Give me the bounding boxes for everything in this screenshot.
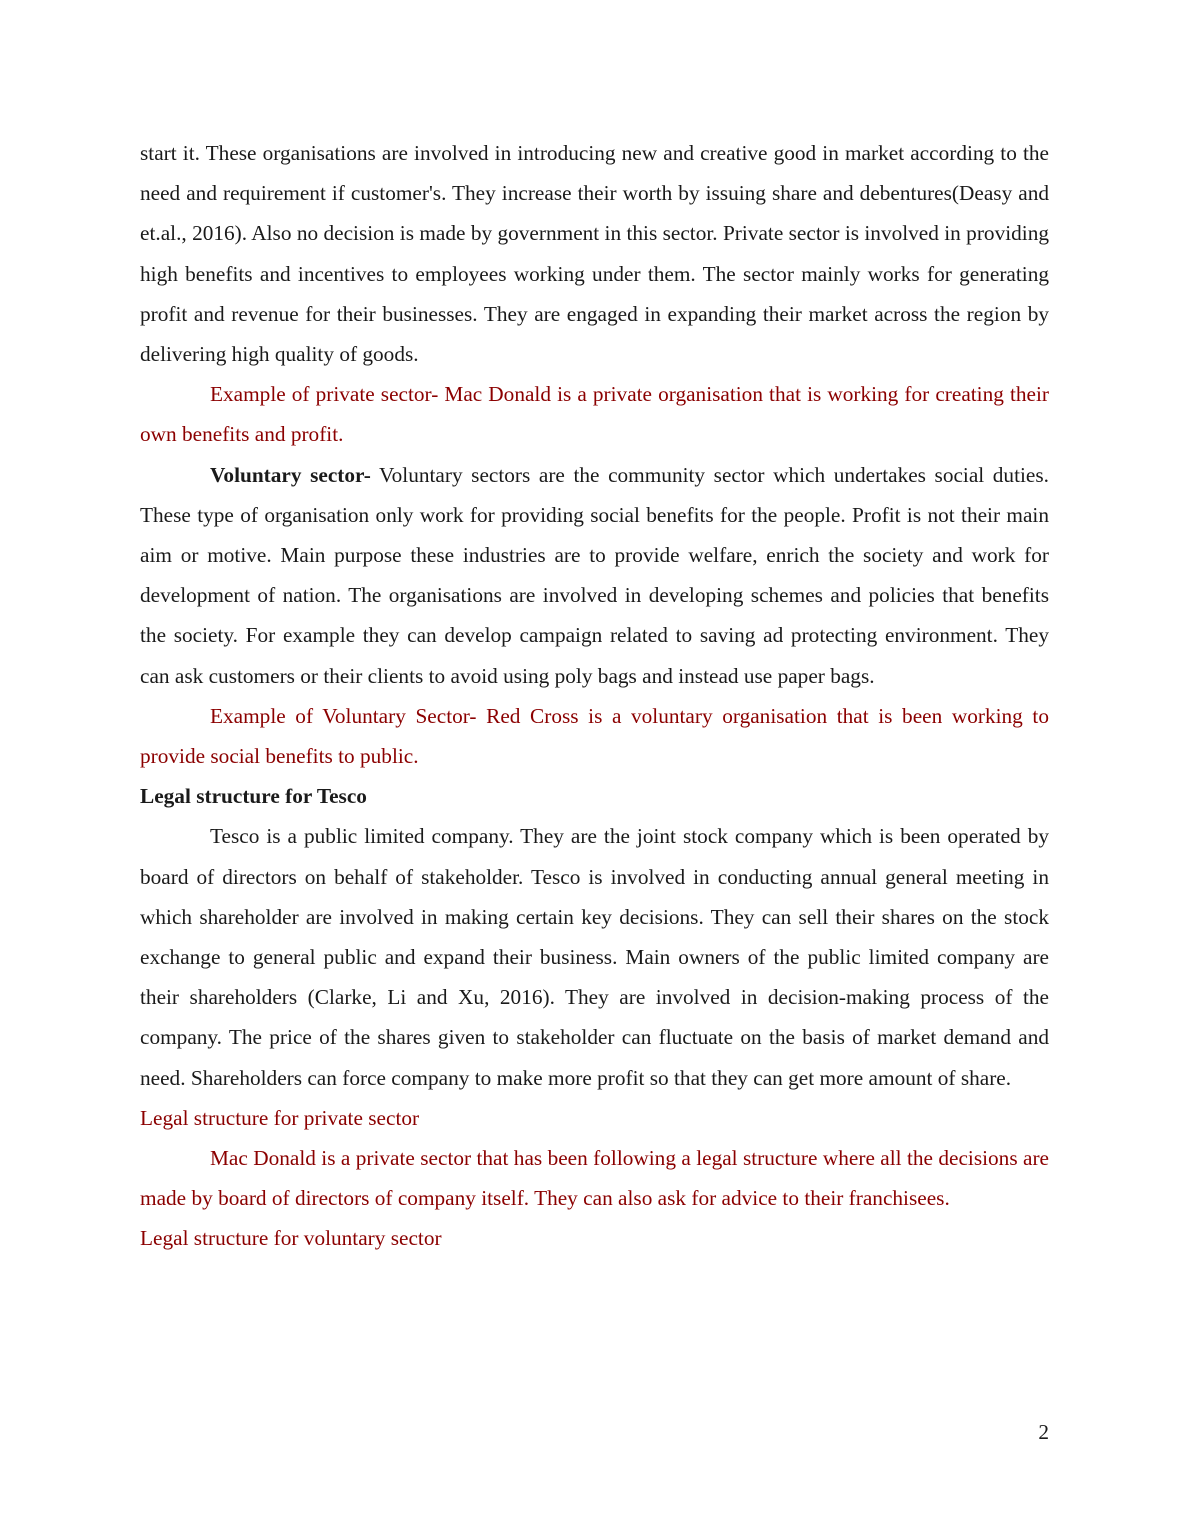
paragraph-private-legal-structure: Mac Donald is a private sector that has been following a legal structure where all the decisions are made by board of directors of company itself. They can also ask for advice to their franchisees. (140, 1146, 1049, 1211)
voluntary-sector-description: Voluntary sectors are the community sector which undertakes social duties. These type of organisation only work for providing social benefits for the people. Profit is not their main aim or motive. Main purpose these industries are to provide welfare, enrich the society and work for development of nation. The organisations are involved in developing schemes and policies that benefits the society. For example they can develop campaign related to saving ad protecting environment. They can ask customers or their clients to avoid using poly bags and instead use paper bags. (140, 462, 1049, 688)
heading-legal-structure-voluntary: Legal structure for voluntary sector (140, 1226, 442, 1251)
paragraph-private-sector-description: start it. These organisations are involved in introducing new and creative good in market according to the need and requirement if customer's. They increase their worth by issuing share and debentures(Deasy and et.al., 2016). Also no decision is made by government in this sector. Private sector is involved in providing high benefits and incentives to employees working under them. The sector mainly works for generating profit and revenue for their businesses. They are engaged in expanding their market across the region by delivering high quality of goods. (140, 141, 1049, 367)
paragraph-voluntary-sector-example: Example of Voluntary Sector- Red Cross is a voluntary organisation that is been working to provide social benefits to public. (140, 703, 1049, 769)
paragraph-tesco-legal-structure: Tesco is a public limited company. They are the joint stock company which is been operated by board of directors on behalf of stakeholder. Tesco is involved in conducting annual general meeting in which shareholder are involved in making certain key decisions. They can sell their shares on the stock exchange to general public and expand their business. Main owners of the public limited company are their shareholders (Clarke, Li and Xu, 2016). They are involved in decision-making process of the company. The price of the shares given to stakeholder can fluctuate on the basis of market demand and need. Shareholders can force company to make more profit so that they can get more amount of share. (140, 824, 1049, 1090)
paragraph-private-sector-example: Example of private sector- Mac Donald is a private organisation that is working for creating their own benefits and profit. (140, 382, 1049, 447)
heading-legal-structure-private: Legal structure for private sector (140, 1105, 420, 1130)
document-page (140, 133, 1049, 1259)
paragraph-voluntary-sector (140, 455, 1049, 696)
voluntary-sector-term: Voluntary sector- (210, 462, 371, 487)
heading-legal-structure-tesco: Legal structure for Tesco (140, 784, 367, 809)
page-number: 2 (1038, 1420, 1049, 1444)
